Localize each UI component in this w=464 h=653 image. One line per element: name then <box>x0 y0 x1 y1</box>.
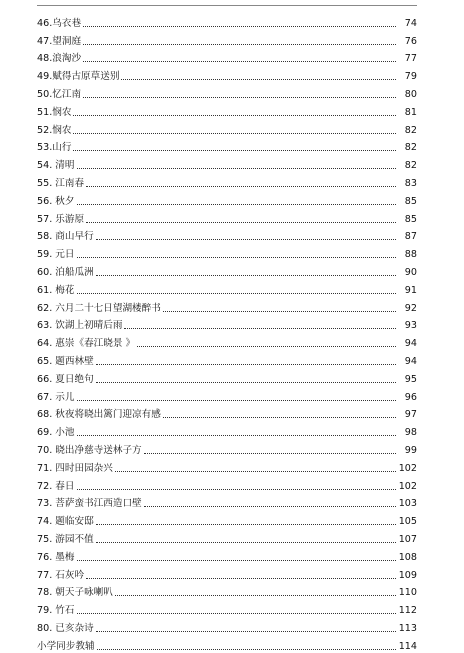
toc-entry-page-number: 76 <box>404 35 417 47</box>
toc-entry[interactable] <box>37 475 417 493</box>
toc-entry-page-number: 108 <box>398 551 417 563</box>
toc-entry[interactable] <box>37 297 417 315</box>
dot-leader <box>96 364 396 365</box>
toc-entry-page-number: 82 <box>404 124 417 136</box>
toc-entry-page-number: 92 <box>404 302 417 314</box>
toc-entry[interactable] <box>37 243 417 261</box>
dot-leader <box>77 435 397 436</box>
toc-entry[interactable] <box>37 493 417 511</box>
toc-entry-title: 68. 秋夜将晓出篱门迎凉有感 <box>37 409 161 421</box>
toc-entry[interactable] <box>37 439 417 457</box>
toc-entry-page-number: 98 <box>404 427 417 439</box>
toc-entry-title: 47.望洞庭 <box>37 35 82 47</box>
toc-entry-title: 60. 泊船瓜洲 <box>37 266 94 278</box>
dot-leader <box>86 578 396 579</box>
toc-entry-page-number: 110 <box>398 587 417 599</box>
toc-entry[interactable] <box>37 582 417 600</box>
toc-entry-title: 70. 晓出净慈寺送林子方 <box>37 444 142 456</box>
toc-entry-title: 80. 已亥杂诗 <box>37 622 94 634</box>
dot-leader <box>77 489 396 490</box>
toc-entry[interactable] <box>37 208 417 226</box>
dot-leader <box>83 61 396 62</box>
toc-entry-page-number: 113 <box>398 622 417 634</box>
toc-entry[interactable] <box>37 30 417 48</box>
toc-entry-page-number: 87 <box>404 231 417 243</box>
toc-entry-title: 小学同步教辅 <box>37 640 95 652</box>
table-of-contents <box>37 12 417 653</box>
toc-entry[interactable] <box>37 65 417 83</box>
toc-entry-title: 46.乌衣巷 <box>37 17 82 29</box>
toc-entry-title: 65. 题西林壁 <box>37 355 94 367</box>
toc-entry-title: 71. 四时田园杂兴 <box>37 462 113 474</box>
toc-entry[interactable] <box>37 83 417 101</box>
toc-entry-title: 62. 六月二十七日望湖楼醉书 <box>37 302 161 314</box>
toc-entry-title: 59. 元日 <box>37 249 75 261</box>
toc-entry[interactable] <box>37 421 417 439</box>
toc-entry-page-number: 91 <box>404 284 417 296</box>
dot-leader <box>96 382 396 383</box>
dot-leader <box>83 97 396 98</box>
toc-entry-title: 78. 朝天子咏喇叭 <box>37 587 113 599</box>
dot-leader <box>77 613 396 614</box>
toc-entry-page-number: 85 <box>404 195 417 207</box>
toc-entry-title: 77. 石灰吟 <box>37 569 85 581</box>
dot-leader <box>163 417 396 418</box>
toc-entry[interactable] <box>37 546 417 564</box>
toc-entry-page-number: 82 <box>404 142 417 154</box>
toc-entry-page-number: 81 <box>404 106 417 118</box>
toc-entry-title: 61. 梅花 <box>37 284 75 296</box>
dot-leader <box>121 79 396 80</box>
dot-leader <box>144 506 396 507</box>
toc-entry-title: 49.赋得古原草送别 <box>37 71 120 83</box>
toc-entry-title: 57. 乐游原 <box>37 213 85 225</box>
dot-leader <box>73 150 396 151</box>
toc-entry[interactable] <box>37 457 417 475</box>
toc-entry[interactable] <box>37 510 417 528</box>
dot-leader <box>73 133 396 134</box>
toc-entry-page-number: 107 <box>398 533 417 545</box>
toc-entry-page-number: 112 <box>398 605 417 617</box>
top-rule <box>37 5 417 6</box>
toc-entry-title: 72. 春日 <box>37 480 75 492</box>
dot-leader <box>83 26 396 27</box>
toc-entry-title: 76. 墨梅 <box>37 551 75 563</box>
toc-entry-page-number: 80 <box>404 88 417 100</box>
toc-entry-page-number: 83 <box>404 177 417 189</box>
toc-entry[interactable] <box>37 261 417 279</box>
dot-leader <box>96 524 396 525</box>
toc-entry-title: 75. 游园不值 <box>37 533 94 545</box>
dot-leader <box>96 275 396 276</box>
toc-entry-page-number: 102 <box>398 462 417 474</box>
toc-entry[interactable] <box>37 617 417 635</box>
dot-leader <box>115 471 396 472</box>
toc-entry-page-number: 95 <box>404 373 417 385</box>
toc-entry[interactable] <box>37 172 417 190</box>
toc-entry-title: 64. 惠崇《春江晓景 》 <box>37 338 136 350</box>
dot-leader <box>86 222 396 223</box>
toc-entry-title: 58. 商山早行 <box>37 231 94 243</box>
toc-entry-page-number: 109 <box>398 569 417 581</box>
toc-entry-page-number: 79 <box>404 71 417 83</box>
toc-entry-title: 73. 菩萨蛮书江西造口壁 <box>37 498 142 510</box>
toc-entry-title: 51.悯农 <box>37 106 72 118</box>
dot-leader <box>83 44 396 45</box>
dot-leader <box>77 204 397 205</box>
toc-entry[interactable] <box>37 119 417 137</box>
toc-entry[interactable] <box>37 315 417 333</box>
toc-entry-page-number: 103 <box>398 498 417 510</box>
toc-entry-page-number: 94 <box>404 338 417 350</box>
toc-entry[interactable] <box>37 226 417 244</box>
toc-entry[interactable] <box>37 528 417 546</box>
toc-entry[interactable] <box>37 332 417 350</box>
toc-entry-title: 63. 饮湖上初晴后雨 <box>37 320 123 332</box>
toc-entry-page-number: 88 <box>404 249 417 261</box>
toc-entry[interactable] <box>37 137 417 155</box>
dot-leader <box>96 631 396 632</box>
dot-leader <box>115 595 396 596</box>
dot-leader <box>124 328 396 329</box>
toc-entry-title: 69. 小池 <box>37 427 75 439</box>
toc-entry-page-number: 85 <box>404 213 417 225</box>
toc-entry[interactable] <box>37 368 417 386</box>
toc-entry-title: 54. 清明 <box>37 160 75 172</box>
dot-leader <box>73 115 396 116</box>
toc-entry-title: 56. 秋夕 <box>37 195 75 207</box>
toc-entry[interactable] <box>37 48 417 66</box>
toc-entry[interactable] <box>37 386 417 404</box>
dot-leader <box>97 649 396 650</box>
toc-entry-page-number: 102 <box>398 480 417 492</box>
dot-leader <box>137 346 396 347</box>
toc-entry-page-number: 94 <box>404 355 417 367</box>
toc-entry[interactable] <box>37 635 417 653</box>
toc-entry-page-number: 97 <box>404 409 417 421</box>
toc-entry[interactable] <box>37 350 417 368</box>
toc-entry[interactable] <box>37 190 417 208</box>
dot-leader <box>77 168 397 169</box>
toc-entry-page-number: 74 <box>404 17 417 29</box>
dot-leader <box>96 239 396 240</box>
dot-leader <box>144 453 396 454</box>
toc-entry-page-number: 90 <box>404 266 417 278</box>
toc-entry[interactable] <box>37 101 417 119</box>
toc-entry-title: 50.忆江南 <box>37 88 82 100</box>
toc-entry-title: 66. 夏日绝句 <box>37 373 94 385</box>
toc-entry-title: 55. 江南春 <box>37 177 85 189</box>
dot-leader <box>163 311 396 312</box>
toc-entry[interactable] <box>37 564 417 582</box>
toc-entry[interactable] <box>37 12 417 30</box>
toc-entry[interactable] <box>37 154 417 172</box>
toc-entry-title: 48.浪淘沙 <box>37 53 82 65</box>
dot-leader <box>77 560 396 561</box>
dot-leader <box>86 186 396 187</box>
toc-entry-page-number: 77 <box>404 53 417 65</box>
toc-entry-title: 79. 竹石 <box>37 605 75 617</box>
toc-entry-title: 52.悯农 <box>37 124 72 136</box>
toc-entry-title: 53.山行 <box>37 142 72 154</box>
dot-leader <box>77 293 397 294</box>
toc-entry-title: 67. 示儿 <box>37 391 75 403</box>
dot-leader <box>96 542 396 543</box>
toc-entry[interactable] <box>37 599 417 617</box>
toc-entry-page-number: 96 <box>404 391 417 403</box>
dot-leader <box>77 400 397 401</box>
toc-entry[interactable] <box>37 404 417 422</box>
toc-entry-page-number: 105 <box>398 516 417 528</box>
toc-entry-page-number: 99 <box>404 444 417 456</box>
toc-entry-title: 74. 题临安邸 <box>37 516 94 528</box>
toc-entry[interactable] <box>37 279 417 297</box>
dot-leader <box>77 257 397 258</box>
toc-entry-page-number: 93 <box>404 320 417 332</box>
toc-entry-page-number: 114 <box>398 640 417 652</box>
toc-entry-page-number: 82 <box>404 160 417 172</box>
